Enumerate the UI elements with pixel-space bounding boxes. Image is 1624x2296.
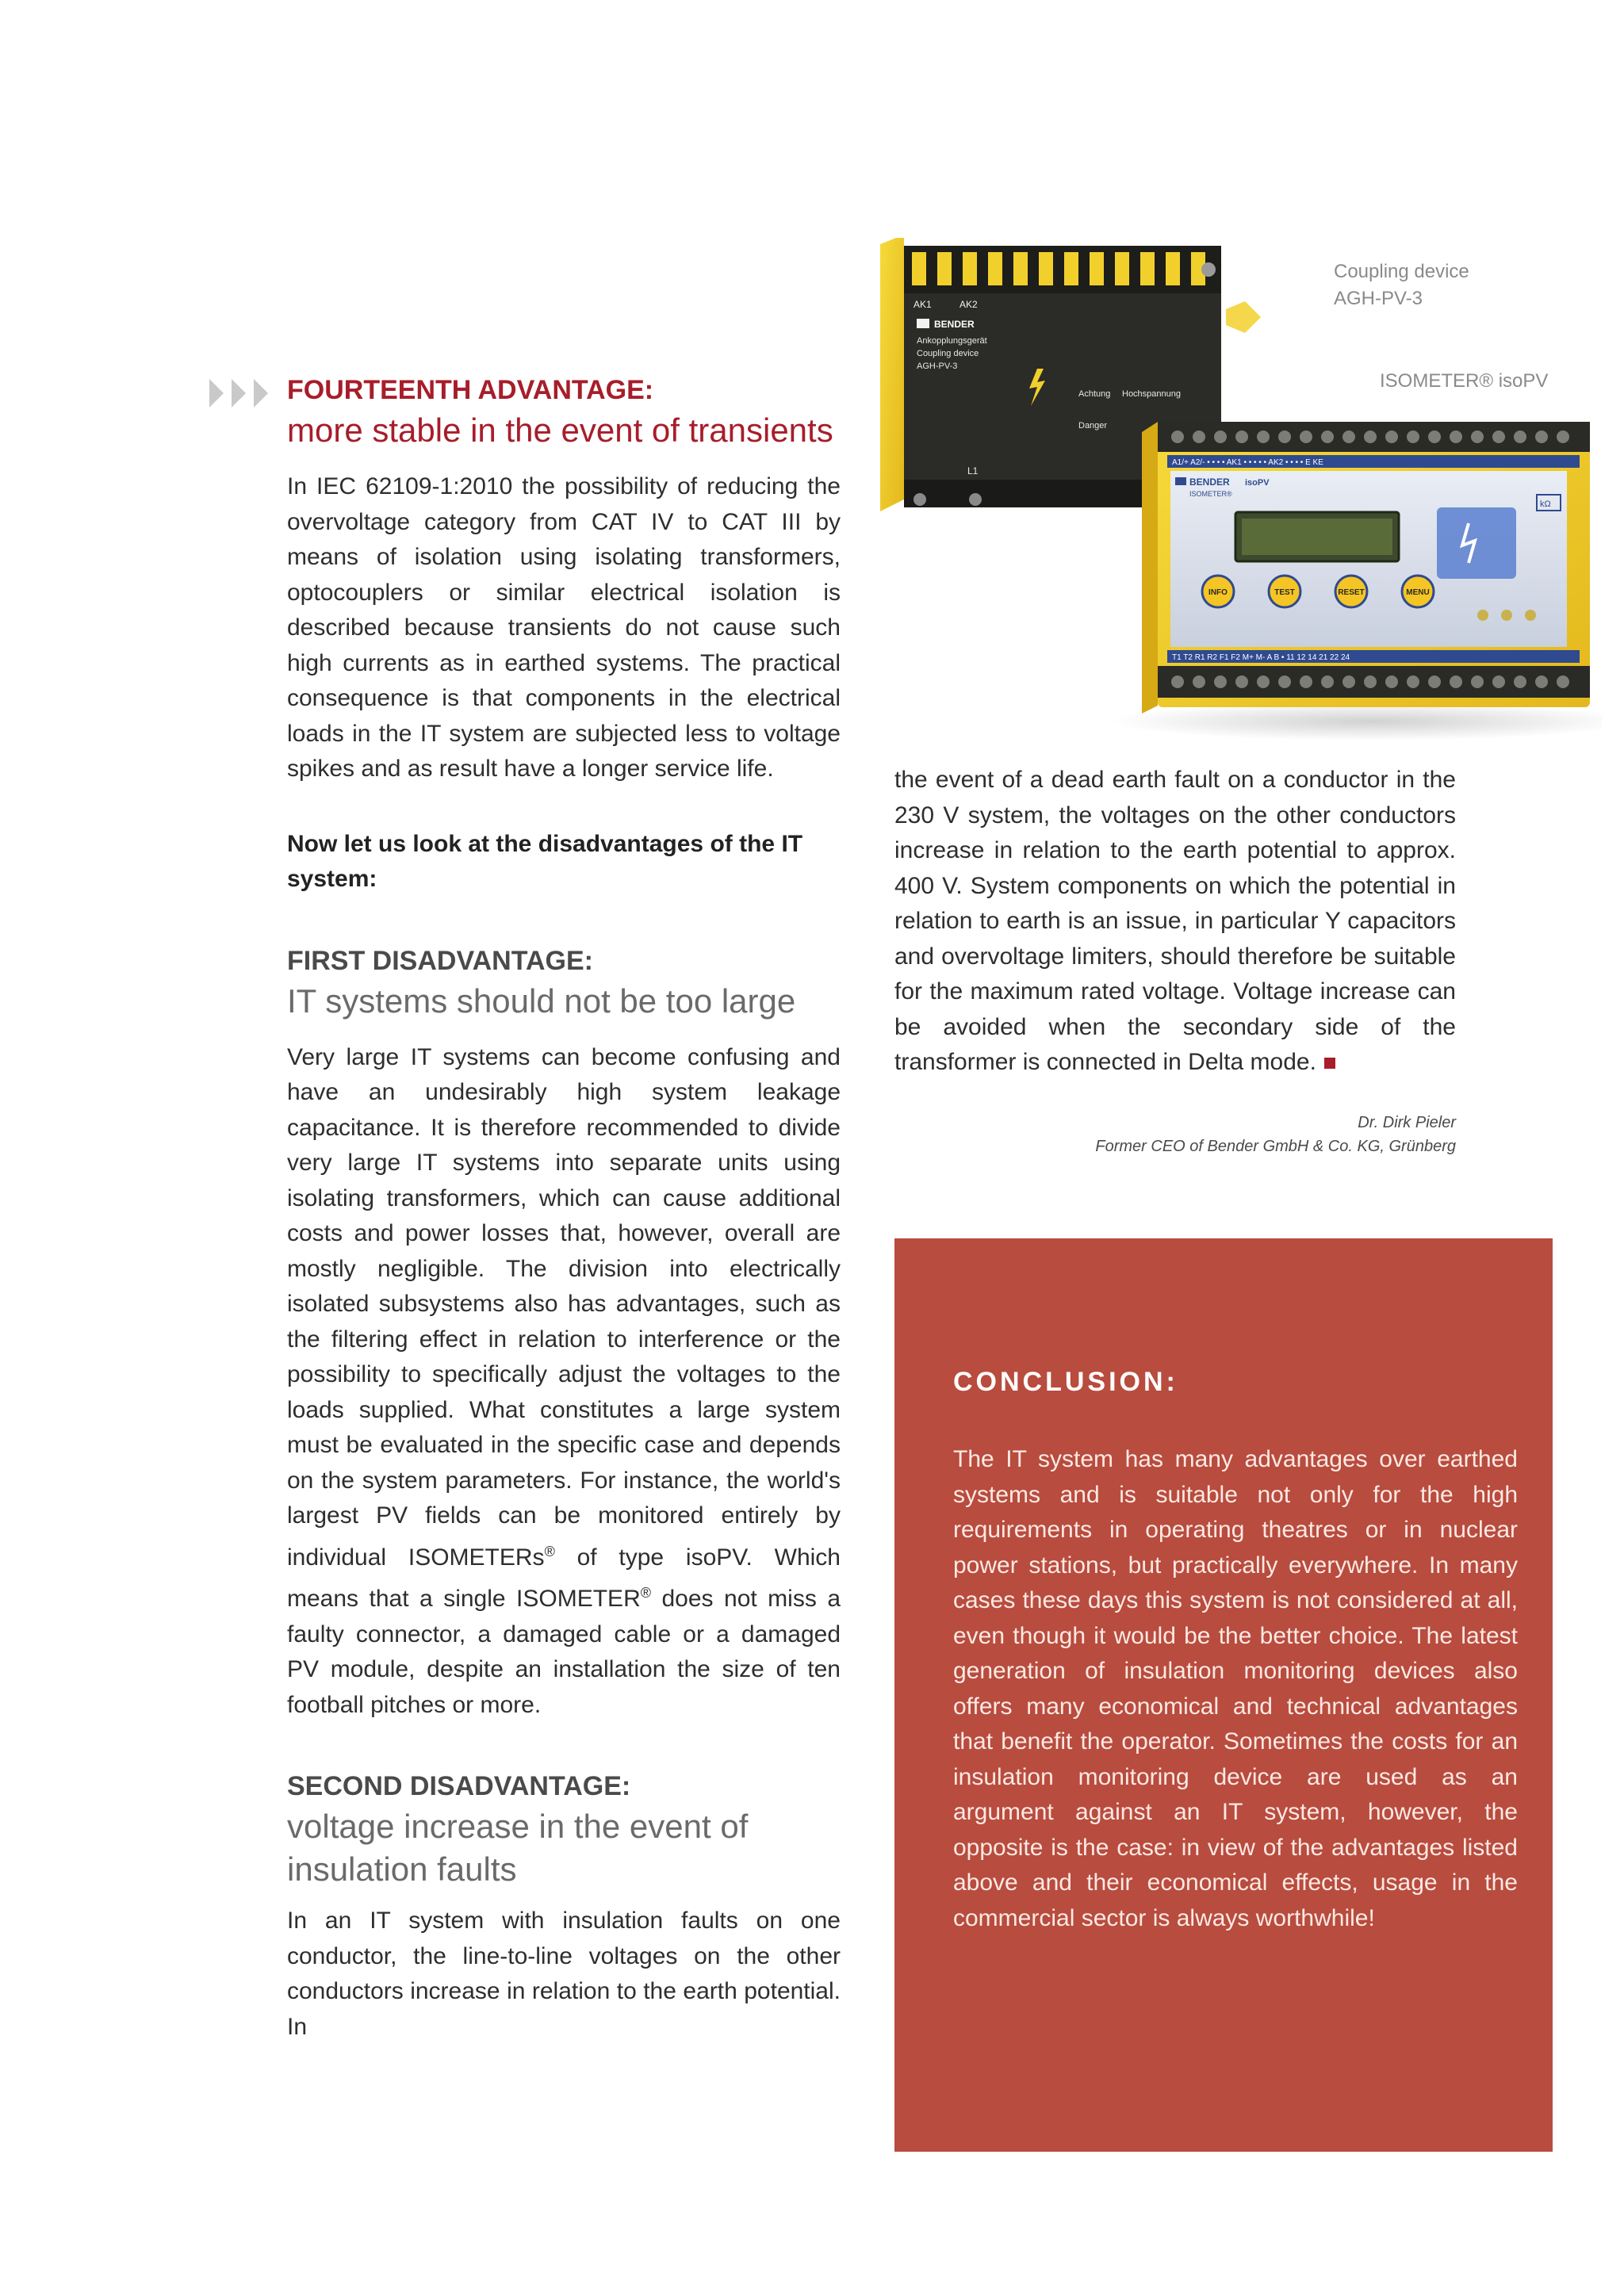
- registered-mark: ®: [640, 1585, 651, 1601]
- svg-text:isoPV: isoPV: [1245, 478, 1270, 488]
- first-disadvantage-subhead: IT systems should not be too large: [287, 982, 796, 1020]
- svg-text:MENU: MENU: [1406, 588, 1430, 597]
- conclusion-box: [894, 1238, 1553, 2152]
- conclusion-heading: CONCLUSION:: [953, 1367, 1178, 1397]
- first-disadvantage-section: [287, 943, 841, 1724]
- first-disadvantage-body: Very large IT systems can become confusing and have an undesirably high system leakage capacitance. It is therefore recommended to divide very large IT systems into separate units using isolating transformers, which can cause additional costs and power losses that, however, overall are mostly negligible. The division into electrically isolated subsystems also has advantages, such as the filtering effect in relation to interference or the possibility to specifically adjust the voltages to the loads supplied. What constitutes a large system must be evaluated in the specific case and depends on the system parameters. For instance, the world's largest PV fields can be monitored entirely by individual ISOMETERs® of type isoPV. Which means that a single ISOMETER® does not miss a faulty connector, a damaged cable or a damaged PV module, despite an installation the size of ten football pitches or more.: [287, 1043, 841, 1718]
- fourteenth-advantage-body: In IEC 62109-1:2010 the possibility of reducing the overvoltage category from CAT IV to CAT III by means of isolation using isolating transformers, optocouplers or similar electrical isolation is described because transients do not cause such high currents as in earthed systems. The practical consequence is that components in the electrical loads in the IT system are subjected less to voltage spikes and as result have a longer service life.: [287, 473, 841, 782]
- second-disadvantage-continuation: the event of a dead earth fault on a conductor in the 230 V system, the voltages on the other conductors increase in relation to the earth potential to approx. 400 V. System components on which the potential in relation to earth is an issue, in particular Y capacitors and overvoltage limiters, should therefore be suitable for the maximum rated voltage. Voltage increase can be avoided when the secondary side of the transformer is connected in Delta mode.: [894, 767, 1456, 1075]
- svg-text:kΩ: kΩ: [1540, 499, 1551, 509]
- caption-isometer: ISOMETER® isoPV: [1380, 370, 1549, 392]
- fourteenth-advantage-kicker: FOURTEENTH ADVANTAGE:: [287, 375, 654, 405]
- end-of-article-mark: [1324, 1058, 1335, 1069]
- svg-text:Hochspannung: Hochspannung: [1122, 389, 1182, 399]
- svg-text:ISOMETER®: ISOMETER®: [1189, 490, 1232, 498]
- second-disadvantage-subhead: voltage increase in the event of insulation faults: [287, 1808, 749, 1888]
- svg-text:L1: L1: [967, 465, 979, 476]
- svg-text:Achtung: Achtung: [1078, 389, 1111, 399]
- svg-text:INFO: INFO: [1208, 588, 1228, 597]
- author-title: Former CEO of Bender GmbH & Co. KG, Grünberg: [1095, 1137, 1456, 1155]
- second-disadvantage-body: In an IT system with insulation faults on one conductor, the line-to-line voltages on the other conductors increase in relation to the earth potential. In: [287, 1908, 841, 2040]
- fourteenth-advantage-subhead: more stable in the event of transients: [287, 411, 833, 449]
- svg-text:T1 T2 R1 R2 F1 F2: T1 T2 R1 R2 F1 F2 M+ M- A B • 11 12 14 21 22 24: [1172, 653, 1350, 662]
- triple-arrow-icon: [209, 379, 273, 408]
- second-disadvantage-section: [287, 1769, 841, 2045]
- svg-text:BENDER: BENDER: [934, 319, 975, 330]
- svg-text:A1/+ A2/- • • • •: A1/+ A2/- • • • • AK1 • • • • • AK2 • • • • E KE: [1172, 458, 1323, 467]
- svg-text:Ankopplungsgerät: Ankopplungsgerät: [917, 336, 987, 346]
- caption-coupling-device: Coupling device AGH-PV-3: [1334, 261, 1469, 309]
- svg-text:BENDER: BENDER: [1189, 476, 1230, 488]
- author-signature: [894, 1111, 1456, 1158]
- svg-text:RESET: RESET: [1338, 588, 1365, 597]
- svg-text:AGH-PV-3: AGH-PV-3: [917, 362, 958, 371]
- isometer-device-image: [1142, 422, 1590, 714]
- disadvantages-intro: Now let us look at the disadvantages of the IT system:: [287, 830, 803, 892]
- svg-text:Coupling device: Coupling device: [917, 349, 979, 358]
- second-disadvantage-kicker: SECOND DISADVANTAGE:: [287, 1771, 631, 1801]
- svg-text:Danger: Danger: [1078, 421, 1108, 430]
- svg-text:TEST: TEST: [1274, 588, 1295, 597]
- registered-mark: ®: [544, 1543, 555, 1559]
- left-column: [287, 373, 841, 2045]
- right-column: [894, 763, 1456, 1158]
- author-name: Dr. Dirk Pieler: [1358, 1113, 1456, 1131]
- svg-text:AK2: AK2: [959, 299, 978, 310]
- first-disadvantage-kicker: FIRST DISADVANTAGE:: [287, 945, 593, 976]
- product-photo: [872, 238, 1602, 745]
- svg-text:AK1: AK1: [914, 299, 932, 310]
- conclusion-body: The IT system has many advantages over earthed systems and is suitable not only for the high requirements in operating theatres or in nuclear power stations, but practically everywhere. In many cases these days this system is not considered at all, even though it would be the better choice. The latest generation of insulation monitoring devices also offers many economical and technical advantages that benefit the operator. Sometimes the costs for an insulation monitoring device are used as an argument against an IT system, however, the opposite is the case: in view of the advantages listed above and their economical effects, usage in the commercial sector is always worthwhile!: [953, 1446, 1518, 1931]
